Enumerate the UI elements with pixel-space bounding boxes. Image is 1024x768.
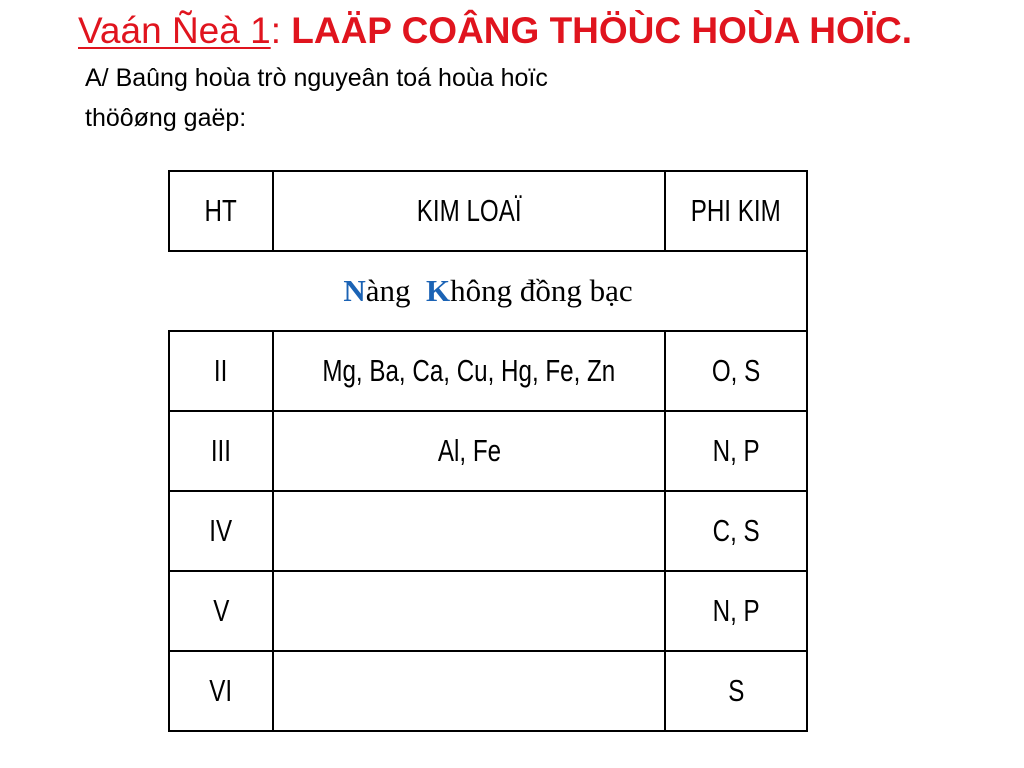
row-nonmetal-text: O, S — [711, 353, 761, 388]
subtitle-line-2: thöôøng gaëp: — [85, 104, 247, 132]
row-nonmetal — [665, 651, 807, 731]
valence-table — [168, 170, 808, 732]
header-nonmetal-text: PHI KIM — [690, 193, 782, 228]
table-row — [169, 331, 807, 411]
mnemonic-key-2: K — [426, 273, 451, 308]
row-nonmetal-text: S — [727, 673, 745, 708]
row-nonmetal-text: N, P — [712, 593, 760, 628]
title-separator: : — [270, 10, 292, 51]
row-valence — [169, 571, 273, 651]
mnemonic-rest-2: hông đồng bạc — [450, 273, 633, 308]
row-nonmetal — [665, 491, 807, 571]
mnemonic-cell — [169, 251, 807, 331]
table-row — [169, 571, 807, 651]
row-valence — [169, 331, 273, 411]
row-metal — [273, 491, 665, 571]
header-metal-text: KIM LOAÏ — [416, 193, 522, 228]
table-header-row — [169, 171, 807, 251]
subtitle-line-1: A/ Baûng hoùa trò nguyeân toá hoùa hoïc — [85, 64, 548, 92]
mnemonic-row — [169, 251, 807, 331]
title-label: Vaán Ñeà 1 — [78, 10, 271, 51]
row-valence — [169, 411, 273, 491]
header-valence-text: HT — [204, 193, 238, 228]
row-valence — [169, 491, 273, 571]
header-metal — [273, 171, 665, 251]
table-row — [169, 411, 807, 491]
header-valence — [169, 171, 273, 251]
row-valence-text: VI — [209, 673, 233, 708]
table-row — [169, 491, 807, 571]
row-nonmetal — [665, 571, 807, 651]
slide-title — [78, 10, 912, 52]
row-nonmetal-text: N, P — [712, 433, 760, 468]
row-metal-text: Al, Fe — [437, 433, 501, 468]
row-valence — [169, 651, 273, 731]
row-valence-text: IV — [209, 513, 233, 548]
row-nonmetal-text: C, S — [712, 513, 760, 548]
subtitle — [85, 58, 548, 138]
row-metal — [273, 651, 665, 731]
row-metal — [273, 571, 665, 651]
row-metal — [273, 331, 665, 411]
table-row — [169, 651, 807, 731]
header-nonmetal — [665, 171, 807, 251]
row-valence-text: III — [210, 433, 232, 468]
title-heading: LAÄP COÂNG THÖÙC HOÙA HOÏC. — [291, 10, 913, 51]
mnemonic-key-1: N — [343, 273, 366, 308]
row-valence-text: II — [214, 353, 228, 388]
mnemonic-rest-1: àng — [365, 273, 411, 308]
row-nonmetal — [665, 411, 807, 491]
row-metal-text: Mg, Ba, Ca, Cu, Hg, Fe, Zn — [322, 353, 616, 388]
row-nonmetal — [665, 331, 807, 411]
row-metal — [273, 411, 665, 491]
row-valence-text: V — [212, 593, 230, 628]
